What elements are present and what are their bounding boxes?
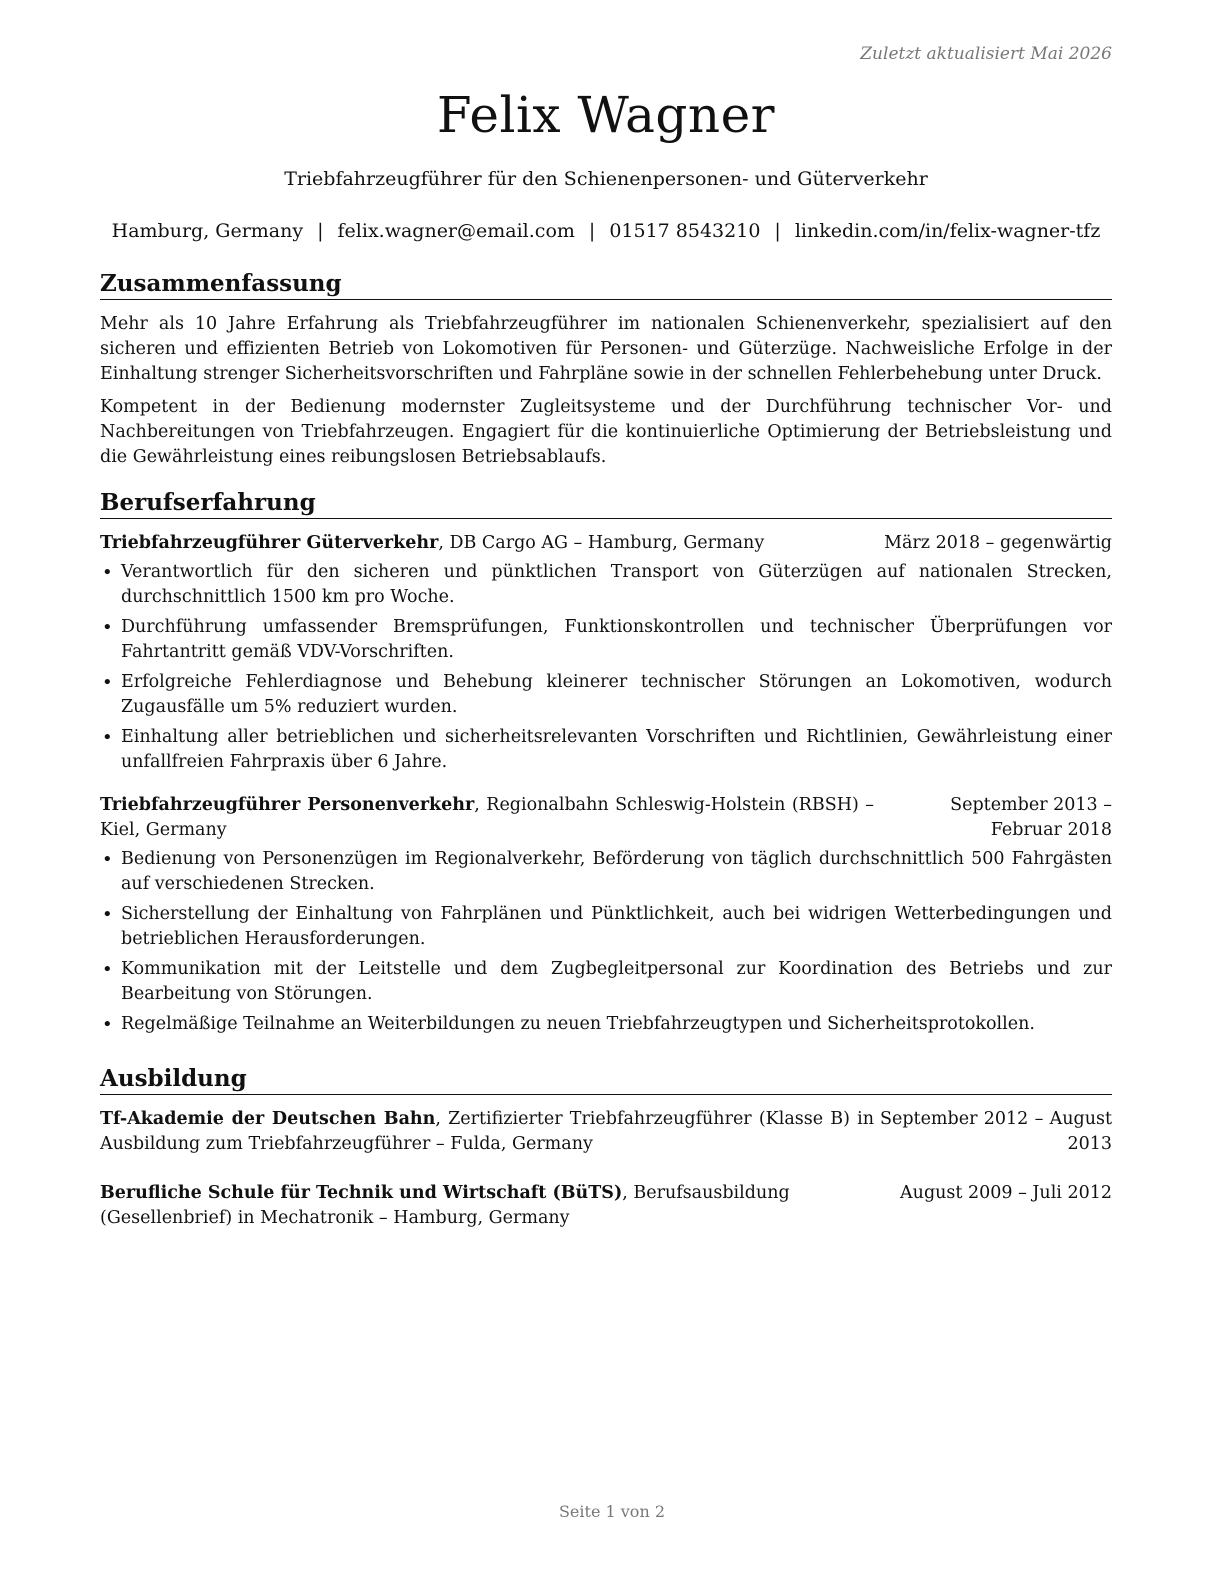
list-item: • Kommunikation mit der Leitstelle und dem Zugbegleitpersonal zur Koordination des Betriebs und zur Bearbeitung von Störungen. [100, 957, 1112, 1007]
education-detail: , Berufsausbildung (Gesellenbrief) in Mechatronik – Hamburg, Germany [100, 1183, 790, 1228]
list-item: • Bedienung von Personenzügen im Regionalverkehr, Beförderung von täglich durchschnittlich 500 Fahrgästen auf verschiedenen Strecken. [100, 847, 1112, 897]
list-item: • Durchführung umfassender Bremsprüfungen, Funktionskontrollen und technischer Überprüfungen vor Fahrtantritt gemäß VDV-Vorschriften. [100, 615, 1112, 665]
job-dates: September 2013 – Februar 2018 [950, 795, 1112, 840]
education-title-line [100, 1181, 876, 1231]
education-school: Tf-Akademie der Deutschen Bahn [100, 1109, 436, 1129]
headline: Triebfahrzeugführer für den Schienenpersonen- und Güterverkehr [284, 168, 928, 190]
job-title-line [100, 531, 878, 556]
job-entry [100, 531, 1112, 775]
job-title-line [100, 793, 874, 843]
list-item: • Einhaltung aller betrieblichen und sicherheitsrelevanten Vorschriften und Richtlinien, Gewährleistung einer unfallfreien Fahrpraxis über 6 Jahre. [100, 725, 1112, 775]
education-header [100, 1181, 1112, 1231]
contact-separator: | [317, 220, 324, 242]
education-school: Berufliche Schule für Technik und Wirtschaft (BüTS) [100, 1183, 623, 1203]
section-title: Berufserfahrung [100, 489, 1112, 519]
job-role: Triebfahrzeugführer Personenverkehr [100, 795, 475, 815]
job-header [100, 531, 1112, 556]
education-dates: August 2009 – Juli 2012 [900, 1183, 1112, 1203]
contact-phone[interactable]: 01517 8543210 [609, 220, 761, 242]
contact-line [100, 220, 1112, 242]
education-dates: September 2012 – August 2013 [880, 1109, 1112, 1154]
summary-section [100, 270, 1112, 478]
education-title-line [100, 1107, 874, 1157]
job-header [100, 793, 1112, 843]
contact-separator: | [588, 220, 596, 242]
list-item: • Regelmäßige Teilnahme an Weiterbildungen zu neuen Triebfahrzeugtypen und Sicherheitsprotokollen. [100, 1012, 1112, 1037]
page-footer: Seite 1 von 2 [558, 1502, 666, 1521]
education-entry [100, 1107, 1112, 1157]
contact-separator: | [774, 220, 781, 242]
job-org: , DB Cargo AG – Hamburg, Germany [438, 533, 765, 553]
candidate-name: Felix Wagner [436, 86, 776, 144]
education-detail: , Zertifizierter Triebfahrzeugführer (Klasse B) in Ausbildung zum Triebfahrzeugführer – Fulda, Germany [100, 1109, 874, 1154]
education-header [100, 1107, 1112, 1157]
list-item: • Sicherstellung der Einhaltung von Fahrplänen und Pünktlichkeit, auch bei widrigen Wetterbedingungen und betrieblichen Herausforderungen. [100, 902, 1112, 952]
summary-paragraph: Mehr als 10 Jahre Erfahrung als Triebfahrzeugführer im nationalen Schienenverkehr, spezialisiert auf den sicheren und effizienten Betrieb von Lokomotiven für Personen- und Güterzüge. Nachweisliche Erfolge in der Einhaltung strenger Sicherheitsvorschriften und Fahrpläne sowie in der schnellen Fehlerbehebung unter Druck. [100, 314, 1112, 384]
contact-location: Hamburg, Germany [111, 220, 304, 242]
contact-email[interactable]: felix.wagner@email.com [337, 220, 575, 242]
job-dates: März 2018 – gegenwärtig [884, 533, 1112, 553]
job-role: Triebfahrzeugführer Güterverkehr [100, 533, 439, 553]
summary-paragraph: Kompetent in der Bedienung modernster Zugleitsysteme und der Durchführung technischer Vor- und Nachbereitungen von Triebfahrzeugen. Engagiert für die kontinuierliche Optimierung der Betriebsleistung und die Gewährleistung eines reibungslosen Betriebsablaufs. [100, 397, 1112, 467]
job-org: , Regionalbahn Schleswig-Holstein (RBSH) – Kiel, Germany [100, 795, 874, 840]
job-bullets [100, 847, 1112, 1037]
last-updated: Zuletzt aktualisiert Mai 2026 [860, 44, 1112, 64]
job-bullets [100, 560, 1112, 775]
section-title: Ausbildung [100, 1065, 1112, 1095]
education-entry [100, 1181, 1112, 1231]
contact-linkedin[interactable]: linkedin.com/in/felix-wagner-tfz [794, 220, 1101, 242]
education-section [100, 1065, 1112, 1231]
list-item: • Verantwortlich für den sicheren und pünktlichen Transport von Güterzügen auf nationalen Strecken, durchschnittlich 1500 km pro Woche. [100, 560, 1112, 610]
job-entry [100, 793, 1112, 1037]
list-item: • Erfolgreiche Fehlerdiagnose und Behebung kleinerer technischer Störungen an Lokomotiven, wodurch Zugausfälle um 5% reduziert wurden. [100, 670, 1112, 720]
section-title: Zusammenfassung [100, 270, 1112, 300]
experience-section [100, 489, 1112, 1042]
